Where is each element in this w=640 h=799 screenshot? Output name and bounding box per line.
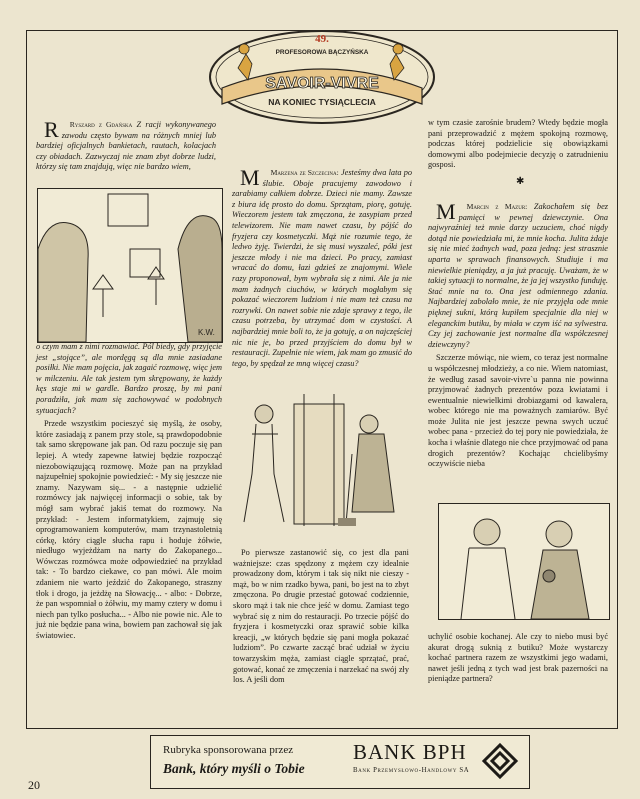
reader-letter-cont: o czym mam z nimi rozmawiać. Pól biedy, gdy przyjęcie jest „stojące”, ale mordęgą są dla mnie zasiadane posiłki. Nie mam pojęcia, jak zagaić rozmowę, więc jem w milczeniu. Ale tak jestem tym skrępowany, że każdy kęs staje mi w gardle. Bardzo proszę, by mi pani poradziła, jak mam się zachowywać w podobnych sytuacjach? <box>36 342 222 415</box>
letter-sender-3: Marcin z Mazur: <box>466 202 528 211</box>
illustration-young-couple <box>438 503 610 620</box>
column-1 <box>36 117 216 176</box>
column-banner <box>208 28 436 126</box>
page-number: 20 <box>28 778 40 792</box>
answer-3-cont: uchylić osobie kochanej. Ale czy to niebo musi być akurat drogą suknią z butiku? Może wystarczy kochać partnera razem ze wszystkimi jego wadami, nawet jeśli jedną z tych wad jest brak pazerności na pieniądze partnera? <box>428 632 608 684</box>
banner-issue: 49. <box>315 33 329 45</box>
dropcap-m-2: M <box>436 199 456 224</box>
letter-sender-2: Marzena ze Szczecina: <box>270 168 339 177</box>
column-1-cont <box>36 342 222 645</box>
banner-author: PROFESOROWA BĄCZYŃSKA <box>275 49 369 56</box>
column-3-end <box>428 632 608 688</box>
reader-letter-2: Jesteśmy dwa lata po ślubie. Oboje pracujemy zawodowo i zarabiamy całkiem dobrze. Dzieci nie mamy. Zawsze z biura idę prosto do domu. Sprzątam, piorę, gotuję. Wieczorem jestem tak zmęczona, że zasypiam przed telewizorem. Nie mam nawet czasu, by pójść do fryzjera czy kosmetyczki. Mąż nie rozumie tego, że ledwo żyję. Twierdzi, że się musi wyszaleć, póki jest jeszcze młody i nie ma dzieci. Po pracy, zamiast wracać do domu, łazi gdzieś ze znajomymi. Wiele razy proponował, bym wybrała się z nimi. Ale ja nie mam żadnych ciuchów, w których mogłabym się pokazać wieczorem ludziom i nie mam też czasu na rozrywki. On nawet sobie nie zdaje sprawy z tego, ile czasu potrzeba, by utrzymać dom w czystości. A najbardziej mnie boli to, że ja gotuję, a on najczęściej nic nie je, bo przed przyjściem do domu był w restauracji. Zupełnie nie wiem, jak mam go zmusić do tego, by spędzał ze mną więcej czasu? <box>232 168 413 368</box>
answer-3: Szczerze mówiąc, nie wiem, co teraz jest normalne u współczesnej młodzieży, a co nie. Wiem natomiast, że według zasad savoir-vivre`u panna nie powinna przyjmować żadnych prezentów poza kwiatami i ewentualnie niewielkimi drobiazgami od kawalera, wobec którego nie ma poważnych zamiarów. Być może Julita nie jest jeszcze pewna swych uczuć wobec pana - przecież do tej pory nie powiedziała, że kocha i właśnie dlatego nie chce przyjmować od pana drogich prezentów? Kochając chcielibyśmy oczywiście nieba <box>428 353 608 469</box>
column-3 <box>428 118 608 174</box>
answer-1: Przede wszystkim pocieszyć się myślą, że osoby, które zasiadają z panem przy stole, są prawdopodobnie tak samo skrępowane jak pan. Od razu poczuje się pan lepiej. A wtedy zapewne łatwiej będzie rozpocząć niezobowiązującą rozmowę. Może pan na przykład najzupełniej spokojnie powiedzieć: - My się jeszcze nie znamy. Nazywam się... - a następnie udzielić rozmówcy jak najwięcej informacji o sobie, tak by mógł sam wybrać jakiś temat do rozmowy. Na przykład: - Jestem informatykiem, zajmuję się oprogramowaniem komputerów, mam trzynastoletnią córkę, który ciągle słucha rapu i hoduje żółwie, niedługo wyjeżdżam na narty do Zakopanego... Wówczas rozmówca może odpowiedzieć na przykład tak: - To bardzo ciekawe, co pan mówi. Ale moim zdaniem nie warto jeździć do Zakopanego, straszny tłok i drogo, ja jeżdżę na Słowację... - albo: - Dobrze, że pan wspomniał o żółwiu, my mamy cztery w domu i niech pan tylko posłucha... - Albo nie powie nic. Ale to już nie będzie pana wina, bowiem pan zachował się jak światowiec. <box>36 419 222 641</box>
banner-subtitle: NA KONIEC TYSIĄCLECIA <box>268 97 376 107</box>
illustration-banquet <box>37 188 223 343</box>
bank-logo-icon <box>481 742 519 780</box>
bank-name: BANK BPH <box>353 740 467 764</box>
column-3-letter <box>428 199 608 473</box>
reader-letter-3: Zakochałem się bez pamięci w pewnej dziewczynie. Ona najwyraźniej też mnie darzy uczuciem, choć nigdy dotąd nie powiedziała mi, że mnie kocha. Julita żdaje się nie mieć żadnych wad, poza jedną: jest strasznie uparta w sprawach finansowych. Studiuje i ma niewielkie pieniądzy, a ja już pracuję. Uważam, że w takiej sytuacji to normalne, że ja jej wszystko funduję. Stać mnie na to. Ona jest odmiennego zdania. Najbardziej zabolało mnie, że nie przyjęła ode mnie pięknej sukni, którą kupiłem specjalnie dla niej w eleganckim butiku, by miała w czym iść na sylwestra. Czy jej zachowanie jest normalne dla współczesnej dziewczyny? <box>428 202 608 349</box>
answer-2: Po pierwsze zastanowić się, co jest dla pani ważniejsze: czas spędzony z mężem czy idealnie prowadzony dom, którym i tak się nikt nie cieszy - mąż, bo w nim rzadko bywa, pani, bo jest na to zbyt zmęczona. Po drugie przestać gotować codziennie, skoro mąż i tak nie chce jeść w domu. Zamiast tego wybrać się z nim do restauracji. Po trzecie pójść do fryzjera i kosmetyczki oraz sprawić sobie kilka kreacji, „w których będzie się pani mogła pokazać ludziom”. Po czwarte zacząć brać udział w życiu towarzyskim męża, zamiast ciągle sprzątać, prać, gotować, konać ze zmęczenia i narzekać na swój zły los. A jeśli dom <box>233 548 409 685</box>
reader-letter: Z racji wykonywanego zawodu często bywam na różnych mniej lub bardziej oficjalnych bankietach, rautach, kolacjach czy obiadach. Zazwyczaj nie znam zbyt dobrze ludzi, którzy się tam znajdują, więc nie bardzo wiem, <box>36 120 216 172</box>
column-2-cont <box>233 548 409 689</box>
letter-sender: Ryszard z Gdańska <box>69 120 133 129</box>
sponsor-slogan: Bank, który myśli o Tobie <box>163 761 305 776</box>
bank-full-name: Bank Przemysłowo-Handlowy SA <box>353 767 470 774</box>
dropcap-m: M <box>240 165 260 190</box>
illustration-signature: K.W. <box>198 328 215 337</box>
answer-2-cont: w tym czasie zarośnie brudem? Wtedy będzie mogła pani przeprowadzić z mężem spokojną rozmowę, podczas której podzielicie się obowiązkami domowymi albo podejmiecie decyzję o zatrudnieniu gosposi. <box>428 118 608 170</box>
illustration-couple-cleaning <box>234 394 416 534</box>
column-2 <box>232 165 413 372</box>
banner-title: SAVOIR-VIVRE <box>265 75 379 92</box>
section-separator: ✱ <box>516 176 525 187</box>
sponsor-box <box>150 735 530 789</box>
dropcap-r: R <box>44 117 59 142</box>
sponsor-label: Rubryka sponsorowana przez <box>163 744 294 756</box>
